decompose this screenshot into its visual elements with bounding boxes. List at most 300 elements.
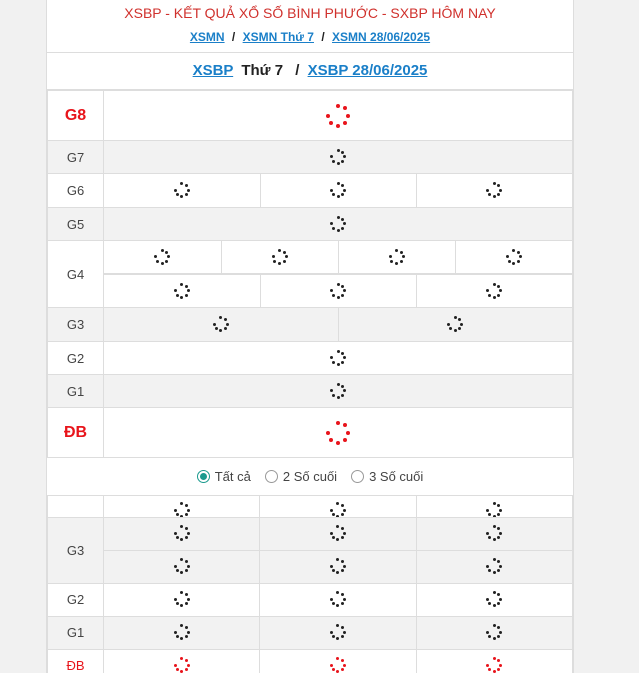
spinner-dot bbox=[341, 560, 344, 563]
filter-all[interactable] bbox=[197, 469, 251, 484]
spinner-dot bbox=[185, 513, 188, 516]
spinner-dot bbox=[486, 565, 489, 568]
tail-cell bbox=[416, 517, 572, 550]
spinner-dot bbox=[330, 356, 333, 359]
spinner-dot bbox=[219, 316, 222, 319]
loading-spinner-icon bbox=[174, 624, 190, 640]
spinner-dot bbox=[493, 624, 496, 627]
spinner-dot bbox=[337, 363, 340, 366]
spinner-dot bbox=[180, 637, 183, 640]
spinner-dot bbox=[499, 532, 502, 535]
loading-spinner-icon bbox=[213, 316, 229, 332]
spinner-dot bbox=[330, 532, 333, 535]
tail-cell bbox=[416, 616, 572, 649]
spinner-dot bbox=[180, 558, 183, 561]
spinner-dot bbox=[488, 193, 491, 196]
tail-cell bbox=[104, 517, 260, 550]
loading-spinner-icon bbox=[174, 502, 190, 517]
radio-button[interactable] bbox=[351, 470, 364, 483]
spinner-dot bbox=[497, 569, 500, 572]
spinner-dot bbox=[341, 504, 344, 507]
spinner-dot bbox=[343, 664, 346, 667]
loading-spinner-icon bbox=[330, 216, 346, 232]
spinner-dot bbox=[176, 536, 179, 539]
spinner-dot bbox=[341, 218, 344, 221]
spinner-dot bbox=[185, 294, 188, 297]
tail-row-db bbox=[48, 649, 573, 673]
prize-cell bbox=[104, 408, 573, 458]
spinner-dot bbox=[493, 637, 496, 640]
prize-label: G4 bbox=[48, 241, 104, 308]
spinner-dot bbox=[329, 121, 333, 125]
link-xsmn[interactable]: XSMN bbox=[189, 30, 225, 44]
spinner-dot bbox=[180, 525, 183, 528]
spinner-dot bbox=[343, 631, 346, 634]
spinner-dot bbox=[219, 329, 222, 332]
separator: / bbox=[295, 62, 300, 79]
spinner-dot bbox=[460, 323, 463, 326]
prize-label: G3 bbox=[48, 517, 104, 583]
spinner-dot bbox=[493, 502, 496, 505]
spinner-dot bbox=[449, 327, 452, 330]
prize-label: G3 bbox=[48, 308, 104, 342]
prize-cell bbox=[104, 174, 260, 207]
spinner-dot bbox=[174, 631, 177, 634]
tail-cell bbox=[416, 496, 572, 517]
breadcrumb bbox=[47, 26, 573, 50]
spinner-dot bbox=[174, 664, 177, 667]
spinner-dot bbox=[185, 659, 188, 662]
spinner-dot bbox=[337, 149, 340, 152]
spinner-dot bbox=[174, 289, 177, 292]
prize-cell bbox=[416, 174, 572, 207]
spinner-dot bbox=[458, 318, 461, 321]
spinner-dot bbox=[180, 604, 183, 607]
tail-cell bbox=[416, 583, 572, 616]
loading-spinner-icon bbox=[486, 502, 502, 517]
prize-cell bbox=[104, 275, 260, 308]
spinner-dot bbox=[330, 155, 333, 158]
spinner-dot bbox=[330, 598, 333, 601]
loading-spinner-icon bbox=[389, 249, 405, 265]
spinner-dot bbox=[499, 509, 502, 512]
spinner-dot bbox=[337, 350, 340, 353]
spinner-dot bbox=[180, 283, 183, 286]
spinner-dot bbox=[508, 260, 511, 263]
spinner-dot bbox=[341, 536, 344, 539]
spinner-dot bbox=[390, 260, 393, 263]
spinner-dot bbox=[343, 289, 346, 292]
loading-spinner-icon bbox=[174, 657, 190, 673]
spinner-dot bbox=[493, 195, 496, 198]
tail-cell bbox=[104, 583, 260, 616]
spinner-dot bbox=[346, 431, 350, 435]
loading-spinner-icon bbox=[326, 104, 350, 128]
spinner-dot bbox=[497, 536, 500, 539]
loading-spinner-icon bbox=[486, 657, 502, 673]
spinner-dot bbox=[497, 602, 500, 605]
tail-cell bbox=[104, 616, 260, 649]
prize-row-g1 bbox=[48, 375, 573, 408]
spinner-dot bbox=[278, 262, 281, 265]
spinner-dot bbox=[493, 558, 496, 561]
spinner-dot bbox=[180, 195, 183, 198]
spinner-dot bbox=[278, 249, 281, 252]
tail-cell bbox=[416, 649, 572, 673]
spinner-dot bbox=[337, 396, 340, 399]
spinner-dot bbox=[395, 262, 398, 265]
spinner-dot bbox=[187, 664, 190, 667]
spinner-dot bbox=[180, 182, 183, 185]
spinner-dot bbox=[336, 124, 340, 128]
spinner-dot bbox=[402, 255, 405, 258]
loading-spinner-icon bbox=[486, 283, 502, 299]
spinner-dot bbox=[185, 184, 188, 187]
spinner-dot bbox=[174, 189, 177, 192]
spinner-dot bbox=[187, 565, 190, 568]
spinner-dot bbox=[493, 538, 496, 541]
spinner-dot bbox=[486, 532, 489, 535]
spinner-dot bbox=[332, 569, 335, 572]
day-label: Thứ 7 bbox=[241, 62, 284, 79]
prize-label: ĐB bbox=[48, 408, 104, 458]
spinner-dot bbox=[343, 598, 346, 601]
spinner-dot bbox=[497, 668, 500, 671]
prize-label: G1 bbox=[48, 616, 104, 649]
spinner-dot bbox=[341, 635, 344, 638]
spinner-dot bbox=[341, 668, 344, 671]
spinner-dot bbox=[517, 260, 520, 263]
spinner-dot bbox=[330, 631, 333, 634]
spinner-dot bbox=[332, 394, 335, 397]
spinner-dot bbox=[273, 260, 276, 263]
spinner-dot bbox=[180, 296, 183, 299]
spinner-dot bbox=[343, 356, 346, 359]
spinner-dot bbox=[180, 591, 183, 594]
spinner-dot bbox=[336, 502, 339, 505]
spinner-dot bbox=[458, 327, 461, 330]
spinner-dot bbox=[486, 631, 489, 634]
spinner-dot bbox=[341, 160, 344, 163]
prize-cell bbox=[104, 375, 573, 408]
spinner-dot bbox=[337, 195, 340, 198]
spinner-dot bbox=[165, 260, 168, 263]
spinner-dot bbox=[341, 602, 344, 605]
prize-cell bbox=[104, 342, 573, 375]
spinner-dot bbox=[497, 504, 500, 507]
loading-spinner-icon bbox=[174, 591, 190, 607]
spinner-dot bbox=[185, 593, 188, 596]
tail-cell bbox=[260, 583, 416, 616]
loading-spinner-icon bbox=[330, 657, 346, 673]
spinner-dot bbox=[488, 294, 491, 297]
loading-spinner-icon bbox=[486, 182, 502, 198]
spinner-dot bbox=[185, 668, 188, 671]
spinner-dot bbox=[326, 431, 330, 435]
spinner-dot bbox=[488, 668, 491, 671]
prize-label: G1 bbox=[48, 375, 104, 408]
spinner-dot bbox=[176, 513, 179, 516]
spinner-dot bbox=[336, 624, 339, 627]
loading-spinner-icon bbox=[330, 383, 346, 399]
prize-cell bbox=[338, 308, 572, 341]
tail-row-g2 bbox=[48, 583, 573, 616]
spinner-dot bbox=[185, 626, 188, 629]
spinner-dot bbox=[343, 438, 347, 442]
loading-spinner-icon bbox=[272, 249, 288, 265]
prize-cell bbox=[338, 241, 455, 274]
spinner-dot bbox=[336, 637, 339, 640]
prize-cells bbox=[104, 308, 573, 342]
tail-row-partial bbox=[48, 496, 573, 517]
radio-button[interactable] bbox=[197, 470, 210, 483]
spinner-dot bbox=[161, 262, 164, 265]
loading-spinner-icon bbox=[330, 624, 346, 640]
spinner-dot bbox=[493, 296, 496, 299]
spinner-dot bbox=[497, 635, 500, 638]
spinner-dot bbox=[176, 668, 179, 671]
spinner-dot bbox=[224, 327, 227, 330]
results-card bbox=[46, 0, 574, 673]
spinner-dot bbox=[341, 593, 344, 596]
loading-spinner-icon bbox=[326, 421, 350, 445]
spinner-dot bbox=[454, 329, 457, 332]
separator: / bbox=[321, 30, 325, 44]
prize-label: G5 bbox=[48, 208, 104, 241]
spinner-dot bbox=[343, 222, 346, 225]
spinner-dot bbox=[180, 502, 183, 505]
spinner-dot bbox=[499, 565, 502, 568]
spinner-dot bbox=[493, 283, 496, 286]
loading-spinner-icon bbox=[154, 249, 170, 265]
spinner-dot bbox=[488, 536, 491, 539]
prize-cells bbox=[104, 241, 573, 308]
spinner-dot bbox=[497, 193, 500, 196]
prize-cell bbox=[416, 275, 572, 308]
spinner-dot bbox=[488, 513, 491, 516]
spinner-dot bbox=[512, 249, 515, 252]
loading-spinner-icon bbox=[330, 525, 346, 541]
prize-cell bbox=[104, 91, 573, 141]
spinner-dot bbox=[185, 602, 188, 605]
link-xsmn-thu7[interactable]: XSMN Thứ 7 bbox=[242, 30, 314, 44]
spinner-dot bbox=[187, 509, 190, 512]
spinner-dot bbox=[341, 352, 344, 355]
spinner-dot bbox=[497, 527, 500, 530]
spinner-dot bbox=[336, 441, 340, 445]
spinner-dot bbox=[486, 189, 489, 192]
separator: / bbox=[231, 30, 236, 44]
spinner-dot bbox=[341, 184, 344, 187]
spinner-dot bbox=[488, 602, 491, 605]
spinner-dot bbox=[343, 509, 346, 512]
spinner-dot bbox=[185, 536, 188, 539]
link-xsbp-date[interactable]: XSBP 28/06/2025 bbox=[307, 62, 428, 79]
spinner-dot bbox=[185, 560, 188, 563]
loading-spinner-icon bbox=[330, 558, 346, 574]
radio-button[interactable] bbox=[265, 470, 278, 483]
spinner-dot bbox=[337, 383, 340, 386]
prize-cell bbox=[104, 141, 573, 174]
spinner-dot bbox=[161, 249, 164, 252]
spinner-dot bbox=[330, 509, 333, 512]
spinner-dot bbox=[330, 189, 333, 192]
spinner-dot bbox=[185, 285, 188, 288]
spinner-dot bbox=[332, 513, 335, 516]
prize-row-g5 bbox=[48, 208, 573, 241]
spinner-dot bbox=[506, 255, 509, 258]
loading-spinner-icon bbox=[330, 591, 346, 607]
spinner-dot bbox=[187, 189, 190, 192]
spinner-dot bbox=[154, 255, 157, 258]
spinner-dot bbox=[343, 423, 347, 427]
spinner-dot bbox=[493, 591, 496, 594]
spinner-dot bbox=[285, 255, 288, 258]
filter-last-3[interactable] bbox=[351, 469, 423, 484]
spinner-dot bbox=[332, 602, 335, 605]
loading-spinner-icon bbox=[330, 350, 346, 366]
spinner-dot bbox=[215, 327, 218, 330]
tail-row-g3 bbox=[48, 517, 573, 550]
spinner-dot bbox=[497, 513, 500, 516]
spinner-dot bbox=[517, 251, 520, 254]
results-table bbox=[47, 90, 573, 458]
spinner-dot bbox=[497, 285, 500, 288]
loading-spinner-icon bbox=[486, 591, 502, 607]
spinner-dot bbox=[341, 513, 344, 516]
spinner-dot bbox=[497, 294, 500, 297]
tail-row-g1 bbox=[48, 616, 573, 649]
spinner-dot bbox=[488, 635, 491, 638]
loading-spinner-icon bbox=[174, 182, 190, 198]
spinner-dot bbox=[283, 260, 286, 263]
spinner-dot bbox=[187, 631, 190, 634]
spinner-dot bbox=[337, 216, 340, 219]
spinner-dot bbox=[174, 598, 177, 601]
prize-cell bbox=[455, 241, 572, 274]
spinner-dot bbox=[341, 385, 344, 388]
spinner-dot bbox=[341, 569, 344, 572]
spinner-dot bbox=[499, 631, 502, 634]
tail-cell bbox=[416, 550, 572, 583]
spinner-dot bbox=[330, 664, 333, 667]
spinner-dot bbox=[400, 251, 403, 254]
digit-filter bbox=[47, 458, 573, 496]
prize-cells bbox=[104, 174, 573, 208]
spinner-dot bbox=[165, 251, 168, 254]
spinner-dot bbox=[167, 255, 170, 258]
loading-spinner-icon bbox=[330, 283, 346, 299]
prize-label: ĐB bbox=[48, 649, 104, 673]
spinner-dot bbox=[176, 635, 179, 638]
spinner-dot bbox=[341, 294, 344, 297]
prize-row-db bbox=[48, 408, 573, 458]
loading-spinner-icon bbox=[486, 558, 502, 574]
spinner-dot bbox=[341, 285, 344, 288]
spinner-dot bbox=[341, 659, 344, 662]
spinner-dot bbox=[187, 598, 190, 601]
prize-cell bbox=[260, 174, 416, 207]
tail-cell bbox=[104, 550, 260, 583]
spinner-dot bbox=[341, 626, 344, 629]
spinner-dot bbox=[486, 598, 489, 601]
spinner-dot bbox=[332, 361, 335, 364]
spinner-dot bbox=[332, 536, 335, 539]
spinner-dot bbox=[176, 569, 179, 572]
spinner-dot bbox=[176, 602, 179, 605]
spinner-dot bbox=[343, 189, 346, 192]
link-xsmn-date[interactable]: XSMN 28/06/2025 bbox=[332, 30, 431, 44]
spinner-dot bbox=[337, 162, 340, 165]
spinner-dot bbox=[336, 104, 340, 108]
spinner-dot bbox=[389, 255, 392, 258]
prize-label: G6 bbox=[48, 174, 104, 208]
spinner-dot bbox=[497, 560, 500, 563]
prize-label: G8 bbox=[48, 91, 104, 141]
link-xsbp[interactable]: XSBP bbox=[192, 62, 234, 79]
spinner-dot bbox=[343, 121, 347, 125]
spinner-dot bbox=[180, 657, 183, 660]
spinner-dot bbox=[185, 193, 188, 196]
spinner-dot bbox=[447, 323, 450, 326]
spinner-dot bbox=[336, 604, 339, 607]
spinner-dot bbox=[326, 114, 330, 118]
filter-last-2[interactable] bbox=[265, 469, 337, 484]
prize-cell bbox=[104, 208, 573, 241]
spinner-dot bbox=[454, 316, 457, 319]
spinner-dot bbox=[343, 155, 346, 158]
spinner-dot bbox=[283, 251, 286, 254]
spinner-dot bbox=[185, 635, 188, 638]
spinner-dot bbox=[174, 509, 177, 512]
result-subheader bbox=[47, 52, 573, 90]
spinner-dot bbox=[332, 160, 335, 163]
tail-cell bbox=[260, 496, 416, 517]
spinner-dot bbox=[493, 525, 496, 528]
spinner-dot bbox=[332, 635, 335, 638]
spinner-dot bbox=[329, 438, 333, 442]
loading-spinner-icon bbox=[486, 624, 502, 640]
spinner-dot bbox=[330, 389, 333, 392]
prize-label: G2 bbox=[48, 342, 104, 375]
spinner-dot bbox=[180, 624, 183, 627]
spinner-dot bbox=[486, 664, 489, 667]
spinner-dot bbox=[330, 565, 333, 568]
spinner-dot bbox=[499, 289, 502, 292]
spinner-dot bbox=[486, 289, 489, 292]
spinner-dot bbox=[180, 571, 183, 574]
spinner-dot bbox=[512, 262, 515, 265]
spinner-dot bbox=[493, 604, 496, 607]
spinner-dot bbox=[224, 318, 227, 321]
spinner-dot bbox=[346, 114, 350, 118]
loading-spinner-icon bbox=[330, 149, 346, 165]
tail-table bbox=[47, 496, 573, 673]
spinner-dot bbox=[174, 565, 177, 568]
spinner-dot bbox=[337, 229, 340, 232]
spinner-dot bbox=[343, 106, 347, 110]
loading-spinner-icon bbox=[174, 525, 190, 541]
spinner-dot bbox=[336, 591, 339, 594]
spinner-dot bbox=[341, 227, 344, 230]
spinner-dot bbox=[337, 296, 340, 299]
prize-cell bbox=[260, 275, 416, 308]
spinner-dot bbox=[176, 294, 179, 297]
spinner-dot bbox=[185, 569, 188, 572]
prize-cell bbox=[221, 241, 338, 274]
spinner-dot bbox=[493, 571, 496, 574]
prize-label: G2 bbox=[48, 583, 104, 616]
